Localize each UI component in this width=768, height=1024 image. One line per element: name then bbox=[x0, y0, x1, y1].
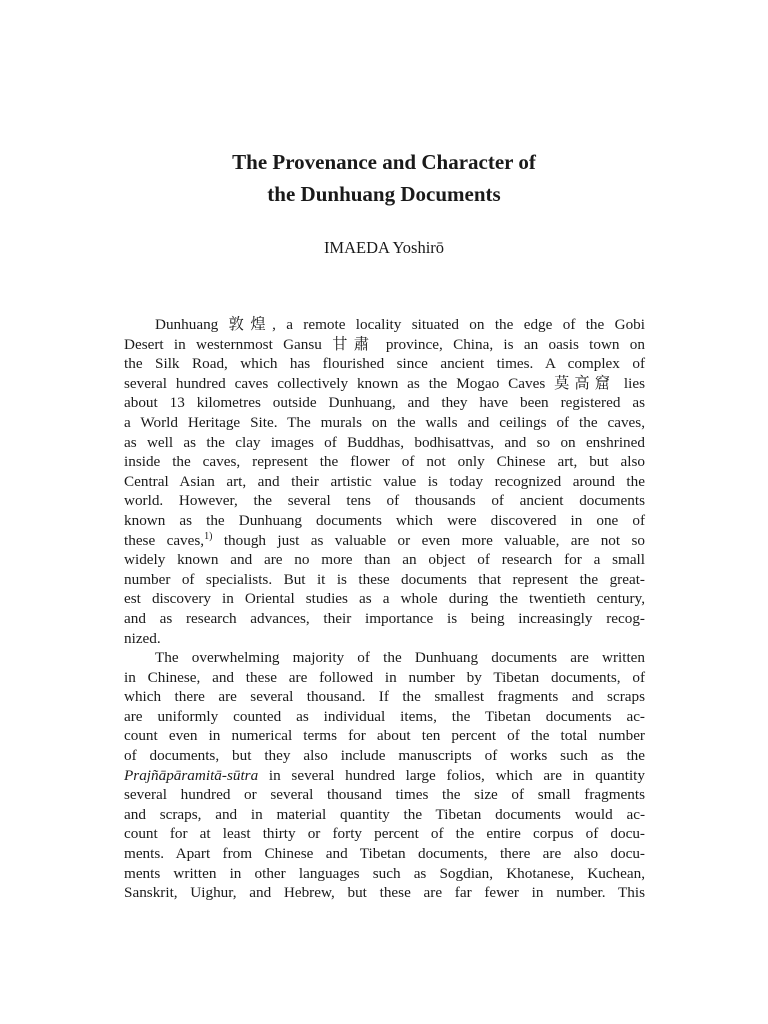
p2-line-1: The overwhelming majority of the Dunhuang documents are written bbox=[155, 649, 645, 667]
p1-line-15: est discovery in Oriental studies as a whole during the twentieth century, bbox=[124, 590, 645, 608]
p2-line-4: are uniformly counted as individual items, the Tibetan documents ac- bbox=[124, 707, 645, 725]
p1-line-9: Central Asian art, and their artistic value is today recognized around the bbox=[124, 472, 645, 490]
author-name: IMAEDA Yoshirō bbox=[323, 238, 445, 257]
p1-line-12 bbox=[124, 531, 645, 551]
p2-line-5: count even in numerical terms for about ten percent of the total number bbox=[124, 727, 645, 745]
p1-line-2: Desert in westernmost Gansu 甘肅 province, China, is an oasis town on bbox=[124, 335, 645, 353]
p2-line-12: ments written in other languages such as Sogdian, Khotanese, Kuchean, bbox=[124, 864, 645, 882]
p2-line-10: count for at least thirty or forty percent of the entire corpus of docu- bbox=[124, 825, 645, 843]
p1-line-16: and as research advances, their importance is being increasingly recog- bbox=[124, 609, 645, 627]
p2-line-6: of documents, but they also include manuscripts of works such as the bbox=[124, 747, 645, 765]
p1-line-3: the Silk Road, which has flourished since ancient times. A complex of bbox=[124, 355, 645, 373]
p2-line-3: which there are several thousand. If the smallest fragments and scraps bbox=[124, 688, 645, 706]
p2-line-2: in Chinese, and these are followed in number by Tibetan documents, of bbox=[124, 668, 645, 686]
p2-line-7-rest: in several hundred large folios, which are in quantity bbox=[258, 766, 645, 784]
p1-line-8: inside the caves, represent the flower of not only Chinese art, but also bbox=[124, 453, 645, 471]
p2-line-13: Sanskrit, Uighur, and Hebrew, but these are far fewer in number. This bbox=[124, 884, 645, 902]
sutra-title: Prajñāpāramitā-sūtra bbox=[124, 766, 259, 784]
article-body bbox=[124, 315, 645, 903]
p2-line-8: several hundred or several thousand times the size of small fragments bbox=[124, 786, 645, 804]
p1-line-13: widely known and are no more than an object of research for a small bbox=[124, 551, 645, 569]
p1-line-6: a World Heritage Site. The murals on the walls and ceilings of the caves, bbox=[124, 413, 645, 431]
p1-line-17: nized. bbox=[124, 629, 161, 647]
title-line-1: The Provenance and Character of bbox=[232, 150, 536, 174]
p2-line-9: and scraps, and in material quantity the Tibetan documents would ac- bbox=[124, 805, 645, 823]
p1-line-12-start: these caves, bbox=[124, 531, 205, 549]
p1-line-11: known as the Dunhuang documents which were discovered in one of bbox=[124, 511, 645, 529]
footnote-ref-1: 1) bbox=[204, 530, 213, 542]
p1-line-1: Dunhuang 敦煌, a remote locality situated on the edge of the Gobi bbox=[155, 316, 645, 333]
p1-line-14: number of specialists. But it is these documents that represent the great- bbox=[124, 570, 645, 588]
p2-line-11: ments. Apart from Chinese and Tibetan documents, there are also docu- bbox=[124, 845, 645, 863]
p1-line-5: about 13 kilometres outside Dunhuang, and they have been registered as bbox=[124, 394, 645, 412]
paragraph-2 bbox=[124, 648, 645, 903]
p1-line-10: world. However, the several tens of thousands of ancient documents bbox=[124, 492, 645, 510]
paragraph-1 bbox=[124, 315, 645, 648]
p1-line-12-end: though just as valuable or even more valuable, are not so bbox=[212, 531, 645, 549]
p2-line-7 bbox=[124, 766, 645, 786]
title-line-2: the Dunhuang Documents bbox=[267, 182, 501, 206]
p1-line-4: several hundred caves collectively known as the Mogao Caves 莫高窟 lies bbox=[124, 374, 645, 392]
p1-line-7: as well as the clay images of Buddhas, bodhisattvas, and so on enshrined bbox=[124, 433, 645, 451]
